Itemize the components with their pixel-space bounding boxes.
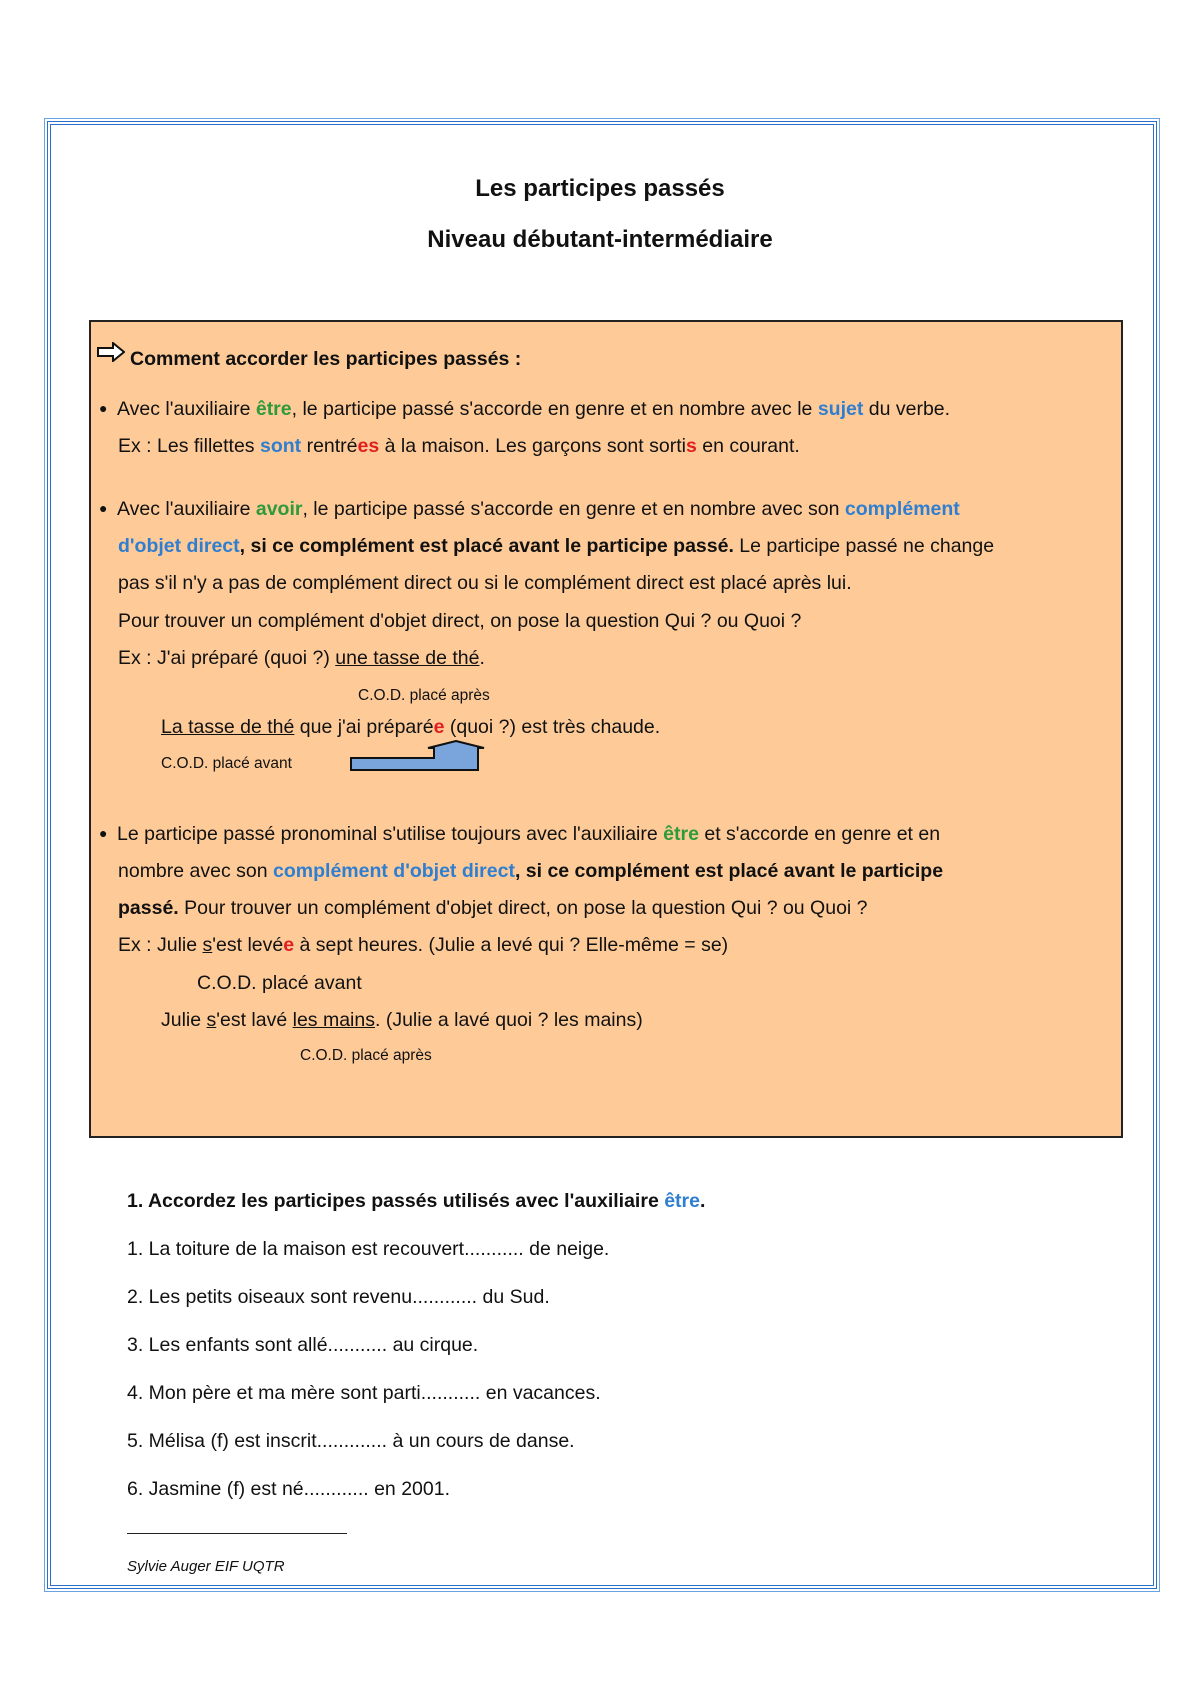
cod-before-note-2: C.O.D. placé avant xyxy=(197,972,362,994)
rules-heading: Comment accorder les participes passés : xyxy=(130,348,522,370)
cod-after-note: C.O.D. placé après xyxy=(358,687,490,704)
exercise-item-5: 5. Mélisa (f) est inscrit............. à un cours de danse. xyxy=(127,1430,575,1452)
cod-after-note-2: C.O.D. placé après xyxy=(300,1047,432,1064)
up-arrow-icon xyxy=(348,740,508,776)
rule2-example2: La tasse de thé que j'ai préparée (quoi ?) est très chaude. xyxy=(161,716,661,738)
exercise-item-4: 4. Mon père et ma mère sont parti........... en vacances. xyxy=(127,1382,601,1404)
rule2-line1: ● Avec l'auxiliaire avoir, le participe passé s'accorde en genre et en nombre avec son complément xyxy=(99,498,960,520)
bullet-icon: ● xyxy=(99,400,108,416)
rule1-line1: ● Avec l'auxiliaire être, le participe passé s'accorde en genre et en nombre avec le sujet du verbe. xyxy=(99,398,951,420)
rule3-example2: Julie s'est lavé les mains. (Julie a lavé quoi ? les mains) xyxy=(161,1009,643,1031)
exercise-item-3: 3. Les enfants sont allé........... au cirque. xyxy=(127,1334,479,1356)
rule3-line3: passé. Pour trouver un complément d'objet direct, on pose la question Qui ? ou Quoi ? xyxy=(118,897,868,919)
page-title: Les participes passés xyxy=(475,175,725,202)
rule2-example1: Ex : J'ai préparé (quoi ?) une tasse de thé. xyxy=(118,647,485,669)
rule2-line4: Pour trouver un complément d'objet direct, on pose la question Qui ? ou Quoi ? xyxy=(118,610,802,632)
footnote-rule xyxy=(127,1533,347,1534)
bullet-icon: ● xyxy=(99,500,108,516)
exercise-item-1: 1. La toiture de la maison est recouvert........... de neige. xyxy=(127,1238,610,1260)
rule3-line2: nombre avec son complément d'objet direct, si ce complément est placé avant le participe xyxy=(118,860,944,882)
exercise-item-2: 2. Les petits oiseaux sont revenu............ du Sud. xyxy=(127,1286,550,1308)
exercise-item-6: 6. Jasmine (f) est né............ en 2001. xyxy=(127,1478,450,1500)
cod-before-note: C.O.D. placé avant xyxy=(161,755,292,772)
rule3-example1: Ex : Julie s'est levée à sept heures. (Julie a levé qui ? Elle-même = se) xyxy=(118,934,729,956)
bullet-icon: ● xyxy=(99,825,108,841)
right-arrow-icon xyxy=(97,342,125,362)
page-subtitle: Niveau débutant-intermédiaire xyxy=(427,226,773,253)
rule2-line3: pas s'il n'y a pas de complément direct ou si le complément direct est placé après lui. xyxy=(118,572,852,594)
rule1-example: Ex : Les fillettes sont rentrées à la maison. Les garçons sont sortis en courant. xyxy=(118,435,800,457)
exercise-title: 1. Accordez les participes passés utilisés avec l'auxiliaire être. xyxy=(127,1190,706,1212)
rule2-line2: d'objet direct, si ce complément est placé avant le participe passé. Le participe passé ne change xyxy=(118,535,995,557)
footer-author: Sylvie Auger EIF UQTR xyxy=(127,1558,285,1575)
rule3-line1: ● Le participe passé pronominal s'utilise toujours avec l'auxiliaire être et s'accorde en genre et en xyxy=(99,823,941,845)
